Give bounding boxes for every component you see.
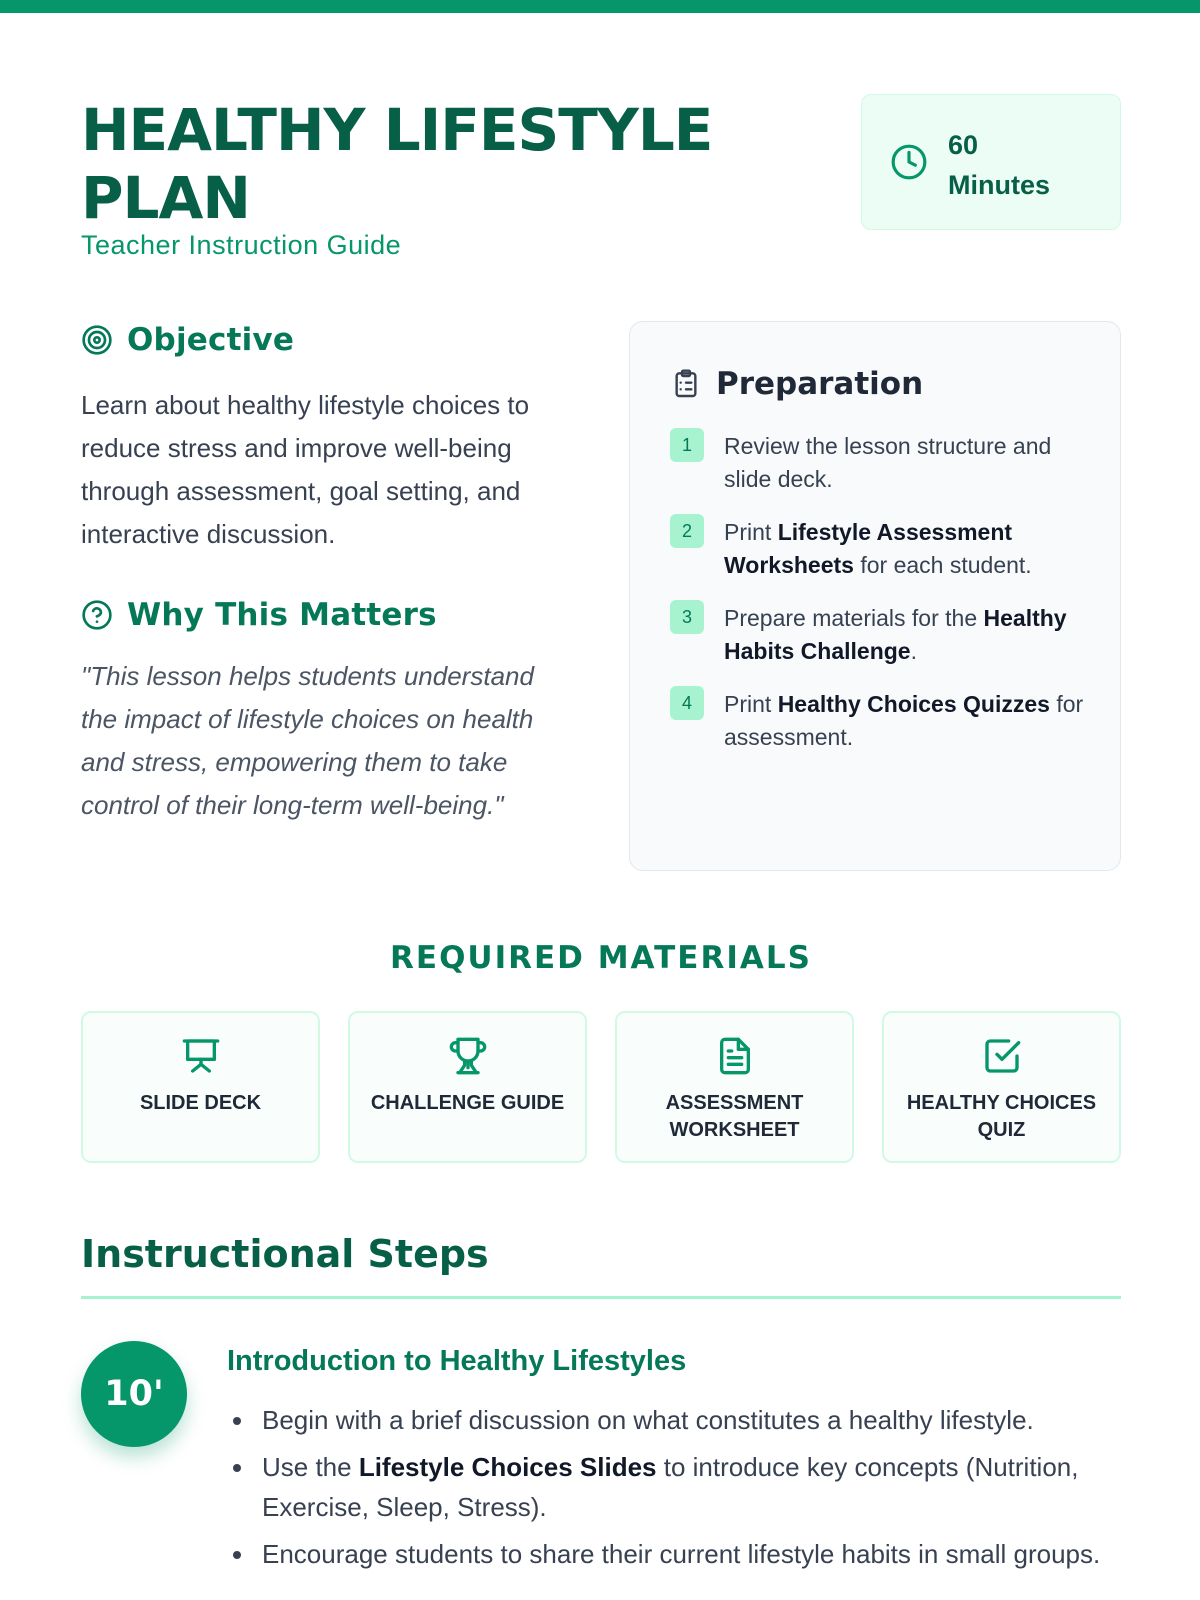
step-number-badge: 3 [670, 600, 704, 634]
material-card-healthy-choices-quiz [882, 1011, 1121, 1163]
material-label: CHALLENGE GUIDE [370, 1092, 565, 1114]
top-accent-bar [0, 0, 1200, 13]
list-item-text: Print Lifestyle Assessment Worksheets for each student. [724, 519, 1032, 578]
objective-title: Objective [127, 322, 295, 358]
trophy-icon [448, 1036, 488, 1076]
page-subtitle: Teacher Instruction Guide [81, 230, 402, 260]
objective-text: Learn about healthy lifestyle choices to reduce stress and improve well-being through assessment, goal setting, and interactive discussion. [81, 390, 530, 549]
preparation-heading [670, 366, 923, 402]
page-title [81, 96, 781, 232]
title-line-1: HEALTHY LIFESTYLE [81, 96, 713, 164]
preparation-card [629, 321, 1121, 871]
list-item [670, 602, 1090, 668]
objective-heading [81, 322, 294, 358]
target-icon [81, 324, 113, 356]
help-circle-icon [81, 599, 113, 631]
clock-icon [890, 143, 928, 181]
material-card-challenge-guide [348, 1011, 587, 1163]
instructional-steps-title: Instructional Steps [81, 1232, 489, 1276]
document-icon [715, 1036, 755, 1076]
duration-card [861, 94, 1121, 230]
list-item-text: Prepare materials for the Healthy Habits Challenge. [724, 605, 1067, 664]
list-item-text: Review the lesson structure and slide deck. [724, 433, 1052, 492]
material-card-slide-deck [81, 1011, 320, 1163]
material-label: SLIDE DECK [139, 1092, 262, 1114]
list-item [670, 516, 1090, 582]
preparation-list [670, 430, 1090, 774]
step-time-badge: 10' [81, 1341, 187, 1447]
required-materials-title: REQUIRED MATERIALS [390, 940, 812, 976]
materials-grid [81, 1011, 1121, 1163]
duration-unit: Minutes [948, 170, 1051, 200]
presentation-icon [181, 1036, 221, 1076]
material-card-assessment-worksheet [615, 1011, 854, 1163]
why-heading [81, 597, 437, 633]
list-item [670, 688, 1090, 754]
step-bullet-list [227, 1400, 1117, 1581]
list-item: Encourage students to share their current lifestyle habits in small groups. [227, 1534, 1117, 1574]
step-number-badge: 1 [670, 428, 704, 462]
step-number-badge: 2 [670, 514, 704, 548]
material-label: ASSESSMENT WORKSHEET [665, 1092, 804, 1141]
list-item-text: Print Healthy Choices Quizzes for assessment. [724, 691, 1084, 750]
checkbox-icon [982, 1036, 1022, 1076]
list-item [670, 430, 1090, 496]
duration-text [948, 125, 1108, 205]
why-quote: "This lesson helps students understand the impact of lifestyle choices on health and stress, empowering them to take control of their long-term well-being." [81, 661, 534, 820]
preparation-title: Preparation [716, 366, 924, 402]
duration-value: 60 [948, 130, 979, 160]
step-title: Introduction to Healthy Lifestyles [227, 1345, 687, 1377]
list-item: Use the Lifestyle Choices Slides to introduce key concepts (Nutrition, Exercise, Sleep, Stress). [227, 1447, 1117, 1527]
why-title: Why This Matters [127, 597, 437, 633]
title-line-2: PLAN [81, 164, 250, 232]
list-item: Begin with a brief discussion on what constitutes a healthy lifestyle. [227, 1400, 1117, 1440]
material-label: HEALTHY CHOICES QUIZ [906, 1092, 1097, 1141]
clipboard-icon [670, 368, 702, 400]
step-number-badge: 4 [670, 686, 704, 720]
divider [81, 1296, 1121, 1299]
